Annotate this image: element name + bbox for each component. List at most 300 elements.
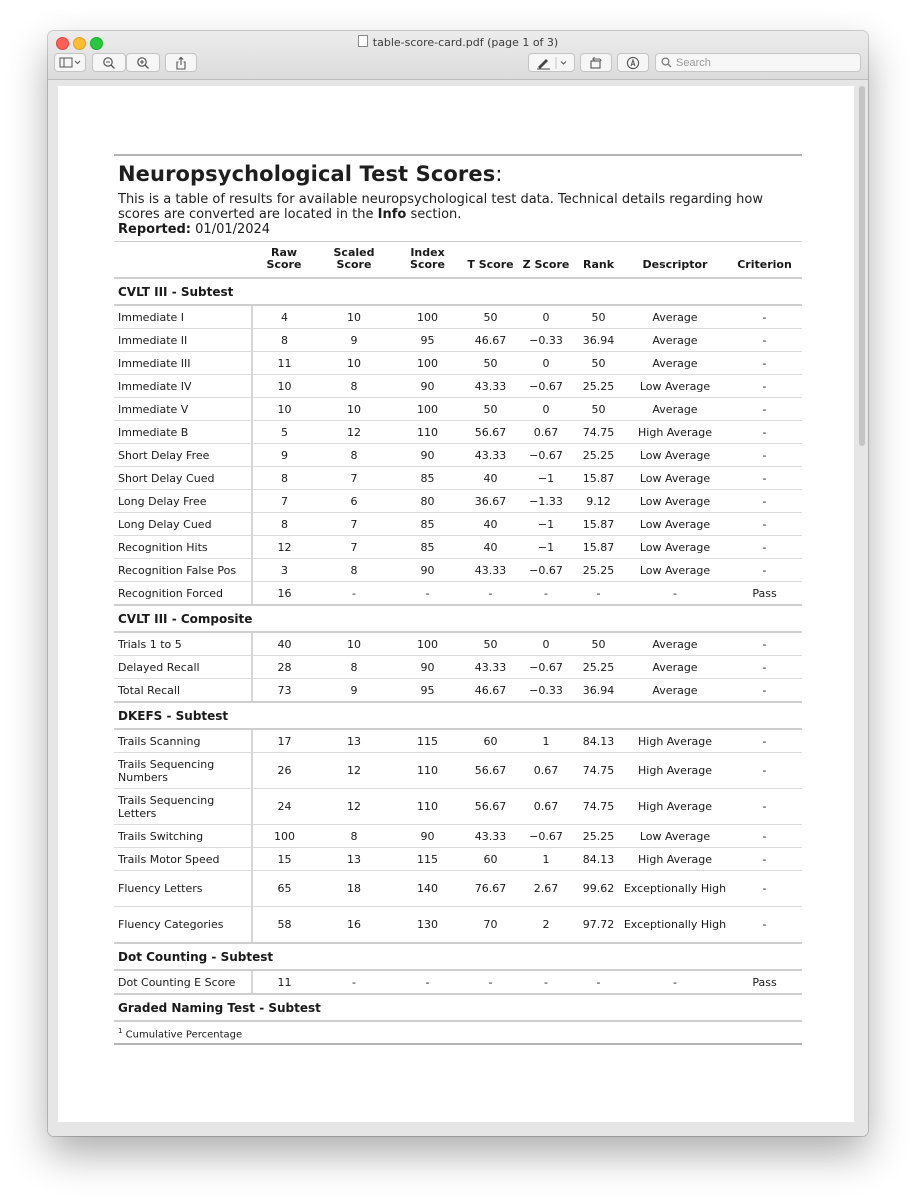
score-cell: 40: [252, 632, 316, 656]
sidebar-icon: [59, 57, 81, 68]
score-cell: 2.67: [518, 871, 574, 907]
score-cell: 12: [316, 421, 392, 444]
score-cell: 3: [252, 559, 316, 582]
zoom-out-icon: [102, 56, 116, 70]
score-cell: 74.75: [574, 421, 623, 444]
score-cell: 36.94: [574, 329, 623, 352]
score-cell: −0.67: [518, 559, 574, 582]
score-cell: 56.67: [463, 753, 518, 789]
score-cell: 8: [252, 513, 316, 536]
test-name-cell: Fluency Categories: [114, 907, 252, 944]
sidebar-toggle-button[interactable]: [54, 53, 86, 72]
section-header-row: [114, 943, 802, 970]
title-text: Neuropsychological Test Scores: [118, 162, 496, 186]
section-title: CVLT III - Subtest: [114, 278, 802, 305]
score-cell: 7: [316, 467, 392, 490]
score-cell: Pass: [727, 582, 802, 606]
share-icon: [175, 56, 187, 70]
score-cell: 25.25: [574, 375, 623, 398]
search-input[interactable]: [676, 57, 856, 69]
score-cell: -: [727, 729, 802, 753]
score-cell: -: [518, 970, 574, 994]
score-cell: 13: [316, 848, 392, 871]
score-cell: −1: [518, 536, 574, 559]
score-cell: 95: [392, 679, 463, 703]
intro-info-link: Info: [377, 207, 407, 222]
score-cell: −1.33: [518, 490, 574, 513]
intro-paragraph: [118, 192, 802, 222]
score-cell: −1: [518, 513, 574, 536]
score-cell: High Average: [623, 848, 727, 871]
column-header-test: [114, 242, 252, 279]
score-cell: Exceptionally High: [623, 907, 727, 944]
test-name-cell: Recognition Hits: [114, 536, 252, 559]
score-cell: -: [727, 536, 802, 559]
score-cell: -: [727, 375, 802, 398]
score-cell: 10: [252, 398, 316, 421]
score-cell: 46.67: [463, 329, 518, 352]
score-cell: 10: [316, 352, 392, 375]
score-cell: 74.75: [574, 789, 623, 825]
table-row: [114, 848, 802, 871]
score-cell: 40: [463, 513, 518, 536]
column-header: Z Score: [518, 242, 574, 279]
score-cell: -: [727, 656, 802, 679]
test-name-cell: Immediate V: [114, 398, 252, 421]
test-name-cell: Immediate IV: [114, 375, 252, 398]
table-row: [114, 825, 802, 848]
reported-label: Reported:: [118, 222, 192, 237]
section-title: DKEFS - Subtest: [114, 702, 802, 729]
score-cell: 95: [392, 329, 463, 352]
score-cell: 90: [392, 656, 463, 679]
score-cell: 9: [316, 329, 392, 352]
score-cell: −0.33: [518, 679, 574, 703]
intro-text: This is a table of results for available neuropsychological test data. Technical details regarding how scores are converted are located in the: [118, 192, 763, 222]
table-row: [114, 970, 802, 994]
score-cell: -: [727, 679, 802, 703]
score-cell: Pass: [727, 970, 802, 994]
score-cell: 11: [252, 352, 316, 375]
score-cell: 50: [463, 305, 518, 329]
section-header-row: [114, 702, 802, 729]
score-cell: -: [727, 559, 802, 582]
window-title: table-score-card.pdf (page 1 of 3): [372, 36, 559, 49]
score-cell: 110: [392, 753, 463, 789]
score-cell: 7: [252, 490, 316, 513]
section-header-row: [114, 278, 802, 305]
score-cell: 9: [316, 679, 392, 703]
score-cell: Exceptionally High: [623, 871, 727, 907]
preview-window: [48, 31, 868, 1136]
score-cell: 43.33: [463, 444, 518, 467]
score-cell: 84.13: [574, 729, 623, 753]
test-name-cell: Trails Switching: [114, 825, 252, 848]
score-cell: 17: [252, 729, 316, 753]
score-cell: 65: [252, 871, 316, 907]
score-cell: Average: [623, 329, 727, 352]
score-cell: −0.67: [518, 375, 574, 398]
score-cell: -: [727, 789, 802, 825]
score-cell: 100: [392, 398, 463, 421]
scores-table: [114, 241, 802, 1022]
test-name-cell: Trails Motor Speed: [114, 848, 252, 871]
score-cell: High Average: [623, 753, 727, 789]
score-cell: 84.13: [574, 848, 623, 871]
score-cell: 5: [252, 421, 316, 444]
score-cell: -: [727, 467, 802, 490]
score-cell: 12: [316, 789, 392, 825]
score-cell: 76.67: [463, 871, 518, 907]
table-row: [114, 329, 802, 352]
pdf-page: [58, 86, 854, 1122]
score-cell: 18: [316, 871, 392, 907]
score-cell: 8: [252, 467, 316, 490]
score-cell: High Average: [623, 729, 727, 753]
reported-line: [118, 222, 802, 237]
score-cell: -: [727, 632, 802, 656]
score-cell: -: [727, 753, 802, 789]
pen-icon: [534, 56, 570, 70]
vertical-scrollbar[interactable]: [858, 82, 867, 1127]
score-cell: Average: [623, 679, 727, 703]
score-cell: -: [727, 825, 802, 848]
score-cell: 85: [392, 467, 463, 490]
score-cell: 6: [316, 490, 392, 513]
column-header: Raw Score: [252, 242, 316, 279]
column-header: Criterion: [727, 242, 802, 279]
score-cell: 0.67: [518, 421, 574, 444]
page-title: [118, 162, 802, 186]
score-cell: 8: [252, 329, 316, 352]
footnote: [114, 1027, 802, 1045]
score-cell: 50: [463, 398, 518, 421]
score-cell: 25.25: [574, 559, 623, 582]
score-cell: -: [727, 421, 802, 444]
table-header-row: [114, 242, 802, 279]
score-cell: 130: [392, 907, 463, 944]
score-cell: 100: [392, 305, 463, 329]
column-header: Index Score: [392, 242, 463, 279]
score-cell: −0.67: [518, 656, 574, 679]
score-cell: -: [316, 970, 392, 994]
score-cell: 26: [252, 753, 316, 789]
score-cell: 8: [316, 375, 392, 398]
score-cell: 73: [252, 679, 316, 703]
score-cell: 8: [316, 559, 392, 582]
test-name-cell: Total Recall: [114, 679, 252, 703]
score-cell: 15: [252, 848, 316, 871]
score-cell: 50: [463, 352, 518, 375]
score-cell: 4: [252, 305, 316, 329]
score-cell: Average: [623, 305, 727, 329]
test-name-cell: Long Delay Cued: [114, 513, 252, 536]
score-cell: -: [727, 848, 802, 871]
score-cell: 70: [463, 907, 518, 944]
score-cell: Average: [623, 632, 727, 656]
table-row: [114, 536, 802, 559]
table-row: [114, 513, 802, 536]
score-cell: 80: [392, 490, 463, 513]
table-row: [114, 632, 802, 656]
score-cell: 99.62: [574, 871, 623, 907]
table-row: [114, 907, 802, 944]
table-row: [114, 444, 802, 467]
score-cell: 50: [574, 305, 623, 329]
footnote-mark: 1: [118, 1027, 123, 1035]
score-cell: 50: [574, 352, 623, 375]
score-cell: 46.67: [463, 679, 518, 703]
score-cell: 0.67: [518, 789, 574, 825]
zoom-in-button[interactable]: [126, 53, 160, 72]
score-cell: -: [727, 513, 802, 536]
reported-date: 01/01/2024: [191, 222, 271, 237]
test-name-cell: Trials 1 to 5: [114, 632, 252, 656]
column-header: Scaled Score: [316, 242, 392, 279]
score-cell: -: [463, 582, 518, 606]
score-cell: -: [727, 907, 802, 944]
footnote-text: Cumulative Percentage: [125, 1029, 243, 1041]
search-icon: [661, 57, 672, 68]
markup-pen-button[interactable]: [528, 53, 575, 72]
score-cell: 58: [252, 907, 316, 944]
score-cell: 43.33: [463, 559, 518, 582]
score-cell: −0.67: [518, 444, 574, 467]
score-cell: -: [463, 970, 518, 994]
score-cell: 74.75: [574, 753, 623, 789]
score-cell: −0.67: [518, 825, 574, 848]
test-name-cell: Immediate I: [114, 305, 252, 329]
score-cell: 10: [316, 398, 392, 421]
score-cell: 36.94: [574, 679, 623, 703]
score-cell: 1: [518, 848, 574, 871]
score-cell: -: [727, 305, 802, 329]
test-name-cell: Immediate III: [114, 352, 252, 375]
score-cell: 90: [392, 375, 463, 398]
table-row: [114, 582, 802, 606]
score-cell: 2: [518, 907, 574, 944]
score-cell: 7: [316, 536, 392, 559]
score-cell: -: [574, 970, 623, 994]
section-title: Dot Counting - Subtest: [114, 943, 802, 970]
score-cell: 15.87: [574, 467, 623, 490]
table-row: [114, 871, 802, 907]
score-cell: 40: [463, 536, 518, 559]
score-cell: Low Average: [623, 444, 727, 467]
scrollbar-thumb[interactable]: [859, 86, 865, 446]
score-cell: 85: [392, 536, 463, 559]
score-cell: Low Average: [623, 467, 727, 490]
score-cell: Low Average: [623, 490, 727, 513]
score-cell: 13: [316, 729, 392, 753]
score-cell: 24: [252, 789, 316, 825]
column-header: Descriptor: [623, 242, 727, 279]
table-row: [114, 679, 802, 703]
score-cell: 43.33: [463, 656, 518, 679]
score-cell: −0.33: [518, 329, 574, 352]
score-cell: 50: [574, 632, 623, 656]
score-cell: 110: [392, 421, 463, 444]
score-cell: Average: [623, 398, 727, 421]
rotate-button[interactable]: [580, 53, 612, 72]
section-header-row: [114, 605, 802, 632]
table-row: [114, 305, 802, 329]
title-bar: [48, 31, 868, 80]
score-cell: Low Average: [623, 559, 727, 582]
share-button[interactable]: [165, 53, 197, 72]
table-body: [114, 278, 802, 1021]
table-row: [114, 753, 802, 789]
score-cell: 8: [316, 656, 392, 679]
table-row: [114, 467, 802, 490]
score-cell: 15.87: [574, 536, 623, 559]
score-cell: -: [727, 352, 802, 375]
test-name-cell: Recognition False Pos: [114, 559, 252, 582]
column-header: T Score: [463, 242, 518, 279]
score-cell: 85: [392, 513, 463, 536]
score-cell: 115: [392, 729, 463, 753]
test-name-cell: Trails Sequencing Letters: [114, 789, 252, 825]
score-cell: 9.12: [574, 490, 623, 513]
section-title: CVLT III - Composite: [114, 605, 802, 632]
window-title-area: [48, 35, 868, 49]
rotate-icon: [588, 56, 604, 70]
score-cell: 8: [316, 825, 392, 848]
score-cell: Low Average: [623, 825, 727, 848]
score-cell: 43.33: [463, 375, 518, 398]
score-cell: High Average: [623, 421, 727, 444]
score-cell: 40: [463, 467, 518, 490]
score-cell: 115: [392, 848, 463, 871]
score-cell: -: [727, 329, 802, 352]
score-cell: 56.67: [463, 421, 518, 444]
score-cell: 140: [392, 871, 463, 907]
zoom-out-button[interactable]: [92, 53, 126, 72]
score-cell: 9: [252, 444, 316, 467]
score-cell: Average: [623, 352, 727, 375]
score-cell: -: [316, 582, 392, 606]
table-row: [114, 398, 802, 421]
score-cell: −1: [518, 467, 574, 490]
table-row: [114, 729, 802, 753]
section-header-row: [114, 994, 802, 1021]
score-cell: 0: [518, 352, 574, 375]
table-row: [114, 656, 802, 679]
score-cell: 25.25: [574, 444, 623, 467]
score-cell: -: [518, 582, 574, 606]
score-cell: 90: [392, 559, 463, 582]
score-cell: 100: [252, 825, 316, 848]
score-cell: 50: [574, 398, 623, 421]
table-row: [114, 559, 802, 582]
zoom-in-icon: [136, 56, 150, 70]
score-cell: 60: [463, 848, 518, 871]
test-name-cell: Trails Scanning: [114, 729, 252, 753]
score-cell: Low Average: [623, 536, 727, 559]
score-cell: 1: [518, 729, 574, 753]
pdf-document-icon: [358, 35, 368, 47]
score-cell: 10: [252, 375, 316, 398]
test-name-cell: Long Delay Free: [114, 490, 252, 513]
table-row: [114, 375, 802, 398]
score-cell: 60: [463, 729, 518, 753]
score-cell: 0: [518, 632, 574, 656]
document-body: [114, 154, 802, 1045]
score-cell: 90: [392, 444, 463, 467]
section-title: Graded Naming Test - Subtest: [114, 994, 802, 1021]
score-cell: 43.33: [463, 825, 518, 848]
score-cell: 90: [392, 825, 463, 848]
score-cell: 110: [392, 789, 463, 825]
score-cell: 0: [518, 305, 574, 329]
score-cell: High Average: [623, 789, 727, 825]
test-name-cell: Immediate II: [114, 329, 252, 352]
top-rule: [114, 154, 802, 156]
test-name-cell: Trails Sequencing Numbers: [114, 753, 252, 789]
score-cell: 28: [252, 656, 316, 679]
score-cell: 0: [518, 398, 574, 421]
score-cell: -: [574, 582, 623, 606]
table-row: [114, 789, 802, 825]
score-cell: -: [727, 444, 802, 467]
score-cell: 56.67: [463, 789, 518, 825]
test-name-cell: Immediate B: [114, 421, 252, 444]
score-cell: 7: [316, 513, 392, 536]
test-name-cell: Recognition Forced: [114, 582, 252, 606]
title-colon: :: [495, 162, 503, 186]
score-cell: -: [727, 398, 802, 421]
score-cell: -: [623, 582, 727, 606]
markup-toolbar-button[interactable]: [617, 53, 649, 72]
score-cell: 10: [316, 305, 392, 329]
score-cell: -: [727, 490, 802, 513]
column-header: Rank: [574, 242, 623, 279]
test-name-cell: Delayed Recall: [114, 656, 252, 679]
score-cell: 8: [316, 444, 392, 467]
score-cell: 12: [252, 536, 316, 559]
test-name-cell: Short Delay Free: [114, 444, 252, 467]
score-cell: 100: [392, 352, 463, 375]
score-cell: Average: [623, 656, 727, 679]
score-cell: -: [727, 871, 802, 907]
test-name-cell: Short Delay Cued: [114, 467, 252, 490]
score-cell: 36.67: [463, 490, 518, 513]
score-cell: 0.67: [518, 753, 574, 789]
table-row: [114, 421, 802, 444]
score-cell: 12: [316, 753, 392, 789]
intro-text-end: section.: [406, 207, 462, 222]
score-cell: 50: [463, 632, 518, 656]
score-cell: 11: [252, 970, 316, 994]
markup-icon: [626, 56, 640, 70]
score-cell: 10: [316, 632, 392, 656]
search-field[interactable]: [655, 53, 861, 72]
score-cell: 16: [252, 582, 316, 606]
table-row: [114, 490, 802, 513]
score-cell: Low Average: [623, 513, 727, 536]
score-cell: -: [392, 970, 463, 994]
score-cell: 16: [316, 907, 392, 944]
score-cell: 15.87: [574, 513, 623, 536]
score-cell: Low Average: [623, 375, 727, 398]
table-row: [114, 352, 802, 375]
score-cell: 25.25: [574, 825, 623, 848]
score-cell: 25.25: [574, 656, 623, 679]
test-name-cell: Fluency Letters: [114, 871, 252, 907]
score-cell: 100: [392, 632, 463, 656]
score-cell: -: [392, 582, 463, 606]
score-cell: -: [623, 970, 727, 994]
